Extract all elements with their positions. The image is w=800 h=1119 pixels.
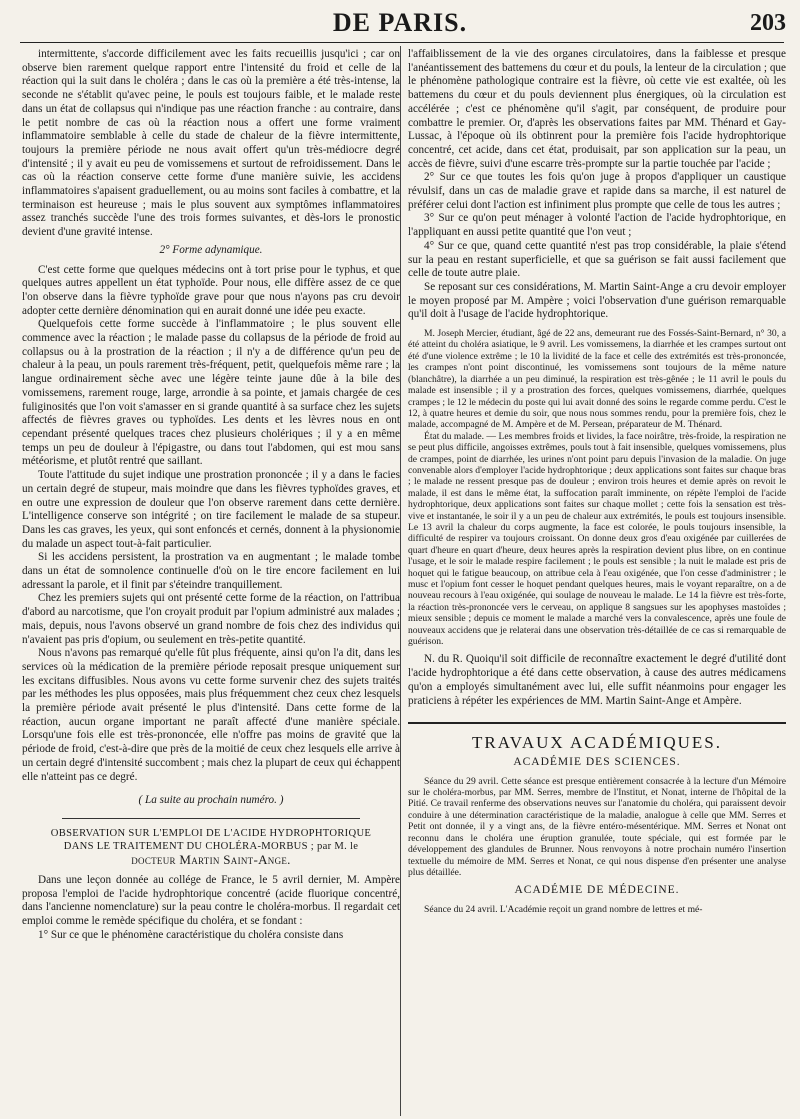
section-rule xyxy=(408,722,786,724)
article-title-author: docteur Martin Saint-Ange. xyxy=(131,851,291,867)
header-rule xyxy=(20,42,784,43)
case-report: M. Joseph Mercier, étudiant, âgé de 22 ans, demeurant rue des Fossés-Saint-Bernard, n° 30, a été atteint du choléra asiatique, le 9 avril. Les vomissemens, la diarrhée et les crampes surtout ont été d'une violence extrême ; le 10 la lividité de la face et celle des extrémités est très-prononcée, les crampes n'ont point discontinué, les vomissemens sont toujours de la même nature (blanchâtre), la diarrhée a un peu diminué, la respiration est très-gênée ; le 11 avril le pouls du malade est insensible ; il y a prostration des forces, quelques vomissemens, diarrhée, quelques crampes ; le 12 le médecin du poste qui lui avait donné des soins le regarde comme perdu. C'est le 12, à quatre heures et demie du soir, que nous nous sommes rendu, pour la première fois, chez le malade, accompagné de M. Ampère et de M. Persean, préparateur de M. Thénard. xyxy=(408,328,786,431)
paragraph: Nous n'avons pas remarqué qu'elle fût plus fréquente, ainsi qu'on l'a dit, dans les services où la médication de la première période reposait presque uniquement sur les excitans diffusibles. Nous avons vu cette forme survenir chez des sujets traités par les méthodes les plus opposées, mais plus fréquemment chez ceux chez lesquels la première période avait présenté le plus d'intensité. Dans cette forme de la réaction, aucun organe important ne paraît affecté d'une manière spéciale. Lorsqu'une fois elle est très-prononcée, elle n'offre pas moins de gravité que la période de froid, c'est-à-dire que près de la moitié de ceux chez lesquels elle arrive à un certain degré d'intensité succombent ; mais chez la plupart de ceux qui échappent elle n'atteint pas ce degré. xyxy=(22,647,400,783)
article-title-line: OBSERVATION SUR L'EMPLOI DE L'ACIDE HYDROPHTORIQUE xyxy=(50,827,372,839)
paragraph: 2° Sur ce que toutes les fois qu'on juge à propos d'appliquer un caustique révulsif, dans un cas de maladie grave et rapide dans sa marche, il est naturel de préférer celui dont l'action est infiniment plus prompte que celle de tous les autres ; xyxy=(408,171,786,211)
editor-note: N. du R. Quoiqu'il soit difficile de reconnaître exactement le degré d'utilité dont l'acide hydrophtorique a été dans cette observation, à cause des autres médicamens qu'on a employés simultanément avec lui, elle suffit néanmoins pour engager les praticiens à répéter les expériences de MM. Martin Saint-Ange et Ampère. xyxy=(408,653,786,707)
left-column xyxy=(22,48,400,1112)
paragraph: Toute l'attitude du sujet indique une prostration prononcée ; il y a dans le facies un certain degré de stupeur, mais moindre que dans les fièvres typhoïdes graves, et en outre une expression de douleur que l'on observe rarement dans cette dernière. L'intelligence conserve son intégrité ; on tire facilement le malade de sa stupeur. Dans les cas graves, les yeux, qui sont enfoncés et cernés, donnent à la physionomie du malade un aspect tout-à-fait particulier. xyxy=(22,469,400,550)
paragraph: Chez les premiers sujets qui ont présenté cette forme de la réaction, on l'attribua d'abord au narcotisme, que l'on croyait produit par l'opium administré aux malades ; mais, depuis, nous l'avons observé un grand nombre de fois chez des individus qui n'avaient pas pris d'opium, ou seulement en très-petite quantité. xyxy=(22,592,400,646)
paragraph: 1° Sur ce que le phénomène caractéristique du choléra consiste dans xyxy=(38,928,344,941)
continuation-note: ( La suite au prochain numéro. ) xyxy=(138,794,284,807)
academy-report: Séance du 29 avril. Cette séance est presque entièrement consacrée à la lecture d'un Mémoire sur le choléra-morbus, par MM. Serres, membre de l'Institut, et Nonat, interne de l'hôpital de la Pitié. Ce travail renferme des observations neuves sur l'anatomie du choléra, qui paraissent devoir conduire à une détermination caractéristique de la maladie, analogue à celle que MM. Serres et Petit ont donnée, il y a vingt ans, de la fièvre entéro-mésentérique. MM. Serres et Nonat ont reconnu dans le choléra une éruption granulée, toute spéciale, qui est formée par le développement des glandules de Brunner. Nous renvoyons à notre prochain numéro l'insertion textuelle du mémoire de MM. Serres et Nonat, ce qui nous dispense d'en présenter une analyse plus détaillée. xyxy=(408,775,786,878)
paragraph: Si les accidens persistent, la prostration va en augmentant ; le malade tombe dans un état de somnolence continuelle d'où on le tire encore facilement en lui adressant la parole, et il finit par s'éteindre tranquillement. xyxy=(22,551,400,591)
paragraph: Se reposant sur ces considérations, M. Martin Saint-Ange a cru devoir employer le moyen proposé par M. Ampère ; voici l'observation d'une guérison remarquable qu'il doit à l'usage de l'acide hydrophtorique. xyxy=(408,280,786,321)
paragraph: intermittente, s'accorde difficilement avec les faits recueillis jusqu'ici ; car on observe bien rarement quelque rapport entre l'intensité du froid et celle de la réaction qui la suit dans le choléra ; dans le cas où la première a été très-intense, la seconde ne s'établit qu'avec peine, le pouls est toujours faible, et le malade reste dans un état de collapsus qui n'indique pas une réaction franche : au contraire, dans le petit nombre de cas où la réaction nous a offert une forme vraiment inflammatoire semblable à celle du stade de chaleur de la fièvre intermittente, toujours la première période ne nous avait offert qu'un très-médiocre degré d'intensité ; il y avait eu peu de vomissemens et surtout de refroidissement. Dans le cas où la réaction conserve cette forme d'une manière suivie, les accidens inflammatoires s'apaisent graduellement, ou au moins sont faciles à combattre, et la terminaison est heureuse ; mais le plus souvent aux symptômes inflammatoires assez tranchés succède l'une des trois formes suivantes, et dès-lors le pronostic devient d'une gravité intense. xyxy=(22,48,400,239)
paragraph: l'affaiblissement de la vie des organes circulatoires, dans la faiblesse et presque l'anéantissement des battemens du cœur et du pouls, la lenteur de la circulation ; que le phénomène pathologique contraire est la fièvre, où cette vie est exaltée, où les battemens du cœur et du pouls deviennent plus énergiques, où la circulation est accélérée ; c'est ce phénomène qu'il s'agit, par conséquent, de produire pour combattre le premier. Or, d'après les observations faites par MM. Thénard et Gay-Lussac, à l'époque où ils obtinrent pour la première fois l'acide hydrophtorique concentré, cet acide, dans cet état, produisait, par son application sur la peau, un accès de fièvre, suivi d'une escarre très-prompte sur la partie touchée par l'acide ; xyxy=(408,48,786,170)
article-title xyxy=(22,827,400,866)
paragraph: C'est cette forme que quelques médecins ont à tort prise pour le typhus, et que quelques autres appellent un état typhoïde. Pour nous, elle diffère assez de ce que l'on observe dans la fièvre typhoïde grave pour que nous n'ayons pas cru devoir adopter cette dernière dénomination qui en aurait donné une idée peu exacte. xyxy=(22,263,400,317)
page-number: 203 xyxy=(750,10,786,36)
right-column xyxy=(408,48,786,1112)
article-title-line: DANS LE TRAITEMENT DU CHOLÉRA-MORBUS ; par M. le xyxy=(63,840,359,852)
paragraph: Dans une leçon donnée au collége de France, le 5 avril dernier, M. Ampère proposa l'emploi de l'acide hydrophtorique concentré (acide fluorique concentré, dans l'ancienne nomenclature) sur la peau contre le choléra-morbus. Il regardait cet emploi comme le remède spécifique du choléra, et se fondant : xyxy=(22,873,400,928)
column-divider xyxy=(400,46,401,1116)
case-report: État du malade. — Les membres froids et livides, la face noirâtre, très-froide, la respiration ne se peut plus difficile, angoisses extrêmes, pouls tout à fait insensible, quelques vomissemens, plus de crampes, point de diarrhée, les urines n'ont point paru depuis l'invasion de la maladie. On juge convenable alors d'employer l'acide hydrophtorique ; deux applications sont faites sur chaque bras ; le malade ne ressent presque pas de douleur ; environ trois heures et demie après on revoit le malade, il est dans le même état, la suffocation paraît imminente, on répète l'emploi de l'acide hydrophtorique, deux applications sont faites sur chaque mollet ; cette fois la sensation est très-vive et instantanée, le soir il y a un peu de chaleur aux extrémités, le pouls est toujours insensible. Le 13 avril la chaleur du corps augmente, la face est colorée, le pouls toujours insensible, la difficulté de respirer va toujours croissant. On donne deux gros d'eau oxigénée par cuillerées de quart d'heure en quart d'heure, deux heures après la respiration devient plus libre, on en continue l'usage, et le soir le malade respire facilement ; le pouls est sensible ; la nuit le malade est pris de hoquet qui le fatigue beaucoup, on attribue cela à l'eau oxigénée, que l'on cesse d'administrer ; le musc et l'opium font cesser le hoquet pendant quelques heures, mais le voyant reparaître, on a de nouveau recours à l'eau oxigénée, qui soulage de nouveau le malade. Le 14 la fièvre est très-forte, la réaction très-prononcée vers le cerveau, on applique 8 sangsues sur les apophyses mastoïdes ; mieux sensible ; depuis ce moment le malade a marché vers la convalescence, après une foule de nouveaux accidens que je relaterai dans une observation très-détaillée de ce cas si remarquable de guérison. xyxy=(408,430,786,648)
subheading: 2° Forme adynamique. xyxy=(159,243,263,256)
paragraph: 3° Sur ce qu'on peut ménager à volonté l'action de l'acide hydrophtorique, en l'appliquant en aussi petite quantité que l'on veut ; xyxy=(408,212,786,239)
running-header xyxy=(0,8,800,36)
separator-rule xyxy=(62,818,360,819)
paragraph: 4° Sur ce que, quand cette quantité n'est pas trop considérable, la plaie s'étend sur la peau en restant superficielle, et que sa guérison se fait aussi facilement que celle de toute autre plaie. xyxy=(408,239,786,280)
paragraph: Quelquefois cette forme succède à l'inflammatoire ; le plus souvent elle commence avec la réaction ; le malade passe du collapsus de la période de froid au collapsus ou à la prostration de la réaction ; il n'y a de différence qu'un peu de chaleur à la peau, un pouls rarement très-fréquent, petit, quelquefois même rare ; la langue ordinairement sèche avec une légère teinte jaune dûe à la bile des vomissemens, rarement rouge, large, arrondie à sa pointe, et jamais chargée de ces fuliginosités que l'on voit s'amasser en si grande quantité à sa surface chez les sujets affectés de fièvres graves ou typhoïdes. Les dents et les lèvres nous en ont cependant présenté quelques traces chez plusieurs cholériques ; il y a en même temps un peu de douleur à l'épigastre, ou dans tout l'abdomen, qui est mou sans météorisme, et plutôt rentré que saillant. xyxy=(22,318,400,468)
page-header-title: DE PARIS. xyxy=(332,8,468,37)
academy-report: Séance du 24 avril. L'Académie reçoit un grand nombre de lettres et mé- xyxy=(424,904,703,916)
section-title: TRAVAUX ACADÉMIQUES. xyxy=(471,733,722,753)
academy-heading: ACADÉMIE DE MÉDECINE. xyxy=(514,884,680,897)
academy-heading: ACADÉMIE DES SCIENCES. xyxy=(513,755,681,768)
